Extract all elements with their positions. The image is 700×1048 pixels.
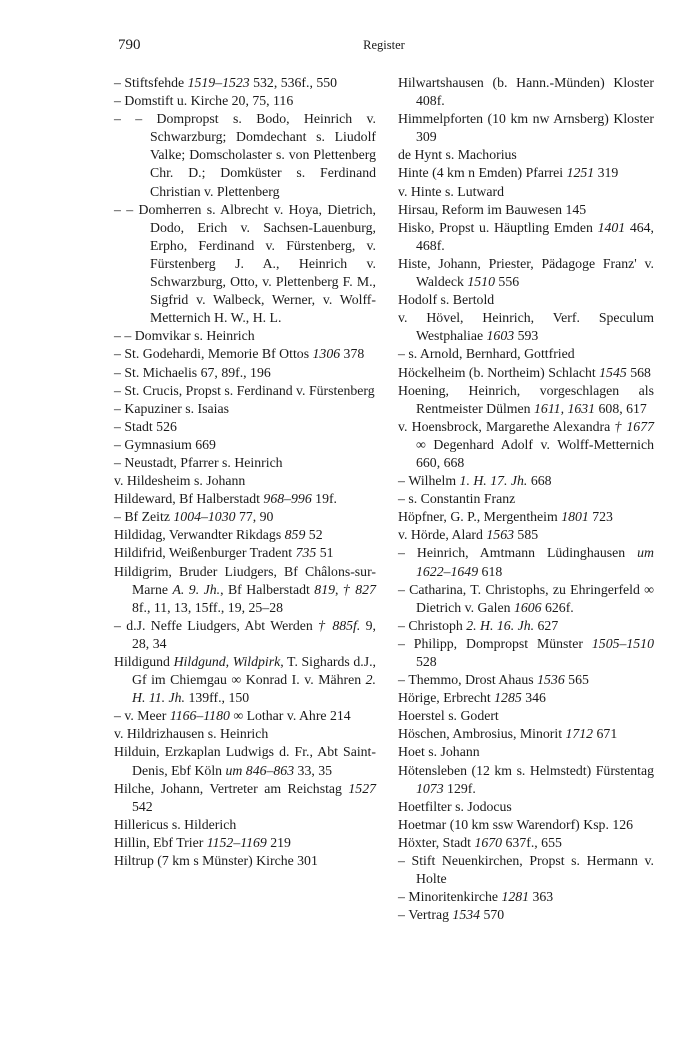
entry-date-italic: 1505–1510 <box>591 635 654 651</box>
entry-text: 378 <box>340 346 365 362</box>
register-entry <box>398 581 654 617</box>
entry-date-italic: 1166–1180 <box>169 708 230 724</box>
entry-text: Stadt 526 <box>124 418 177 434</box>
entry-text: v. Hörde, Alard <box>398 527 487 543</box>
register-entry <box>398 201 654 219</box>
entry-text: v. Hildesheim s. Johann <box>114 473 246 489</box>
entry-text: Domvikar s. Heinrich <box>134 328 255 344</box>
register-entry <box>398 671 654 689</box>
entry-text: Christoph <box>408 617 467 633</box>
entry-text: , T. Sighards d.J., Gf im Chiemgau ∞ Konrad I. v. Mähren <box>132 654 377 688</box>
entry-date-italic: 1281 <box>501 889 530 905</box>
register-entry <box>398 798 654 816</box>
sub-entry-dash: – <box>398 473 409 489</box>
entry-text: , <box>335 581 343 597</box>
entry-text: Hinte (4 km n Emden) Pfarrei <box>398 165 567 181</box>
entry-text: Themmo, Drost Ahaus <box>408 672 538 688</box>
register-entry <box>398 255 654 291</box>
entry-text: 556 <box>494 274 520 290</box>
entry-text: Hoetfilter s. Jodocus <box>398 798 512 814</box>
register-entry <box>398 364 654 382</box>
register-entry <box>398 508 654 526</box>
entry-date-italic: 1152–1169 <box>206 834 267 850</box>
entry-date-italic: A. 9. Jh. <box>172 581 221 597</box>
entry-text: Neustadt, Pfarrer s. Heinrich <box>124 454 283 470</box>
entry-text: s. Constantin Franz <box>408 491 516 507</box>
entry-text: Hildeward, Bf Halberstadt <box>114 491 264 507</box>
entry-text: Hillin, Ebf Trier <box>114 834 207 850</box>
entry-date-italic: 1510 <box>467 274 495 290</box>
entry-text: Bf Zeitz <box>124 509 174 525</box>
register-entry <box>398 689 654 707</box>
entry-text: Minoritenkirche <box>408 889 502 905</box>
entry-date-italic: 819 <box>314 581 335 597</box>
sub-entry-dash: – <box>114 436 125 452</box>
register-entry <box>114 364 376 382</box>
sub-entry-dash: – <box>398 672 409 688</box>
entry-text: v. Meer <box>124 708 170 724</box>
register-entry <box>114 472 376 490</box>
register-entry <box>398 852 654 888</box>
sub-entry-dash: – <box>398 635 414 651</box>
register-entry <box>114 92 376 110</box>
entry-text: 618 <box>478 563 503 579</box>
entry-text: Himmelpforten (10 km nw Arnsberg) Kloster 309 <box>398 111 654 145</box>
entry-text: Histe, Johann, Priester, Pädagoge Franz' v. Waldeck <box>398 255 654 290</box>
entry-text: 346 <box>521 690 546 706</box>
entry-date-italic: † 1677 <box>614 418 654 434</box>
register-entry <box>114 707 376 725</box>
register-entry <box>114 852 376 870</box>
register-entry <box>114 418 376 436</box>
entry-text: Domherren s. Albrecht v. Hoya, Dietrich, Dodo, Erich v. Sachsen-Lauenburg, Erpho, Ferdinand v. Fürstenberg, v. Fürstenberg J. A., Heinrich v. Schwarzburg, Otto, v. Plettenberg F. M., Sigfrid v. Walbeck, Werner, v. Wolff-Metternich H. W., H. L. <box>138 201 376 326</box>
register-entry <box>114 725 376 743</box>
register-entry <box>398 707 654 725</box>
register-entry <box>398 617 654 635</box>
sub-entry-dash: – <box>114 93 125 109</box>
entry-text: ∞ Degenhard Adolf v. Wolff-Metternich 660, 668 <box>416 436 654 470</box>
entry-text: Hodolf s. Bertold <box>398 292 495 308</box>
register-entry <box>398 74 654 110</box>
entry-text: 129f. <box>443 780 476 796</box>
entry-text: Höpfner, G. P., Mergentheim <box>398 509 562 525</box>
entry-date-italic: 2. H. 16. Jh. <box>466 617 535 633</box>
register-entry <box>398 146 654 164</box>
sub-entry-dash: – – <box>114 111 157 127</box>
sub-entry-dash: – <box>398 889 409 905</box>
entry-text: 77, 90 <box>235 509 274 525</box>
register-entry <box>398 526 654 544</box>
entry-text: 668 <box>527 473 552 489</box>
sub-entry-dash: – – <box>114 201 139 217</box>
entry-text: Hillericus s. Hilderich <box>114 816 237 832</box>
register-entry <box>114 454 376 472</box>
entry-text: Catharina, T. Christophs, zu Ehringerfeld ∞ Dietrich v. Galen <box>409 581 654 615</box>
register-entry <box>114 201 376 328</box>
register-entry <box>114 400 376 418</box>
entry-text: v. Hövel, Heinrich, Verf. Speculum Westphaliae <box>398 310 654 344</box>
register-entry <box>114 544 376 562</box>
entry-date-italic: 1606 <box>513 599 542 615</box>
register-entry <box>398 164 654 182</box>
entry-text: 9, 28, 34 <box>132 617 377 651</box>
entry-text: St. Michaelis 67, 89f., 196 <box>124 364 271 380</box>
entry-text: Höschen, Ambrosius, Minorit <box>398 726 566 742</box>
entry-text: 626f. <box>541 599 574 615</box>
sub-entry-dash: – <box>398 907 409 923</box>
entry-text: Hiltrup (7 km s Münster) Kirche 301 <box>114 853 318 869</box>
register-entry <box>114 743 376 779</box>
register-entry <box>114 653 376 707</box>
sub-entry-dash: – <box>114 400 125 416</box>
entry-text: Hirsau, Reform im Bauwesen 145 <box>398 201 587 217</box>
entry-date-italic: 1004–1030 <box>173 509 236 525</box>
entry-date-italic: † 885f. <box>318 617 361 633</box>
entry-text: 723 <box>588 509 613 525</box>
entry-text: 593 <box>514 328 539 344</box>
sub-entry-dash: – <box>398 617 409 633</box>
entry-text: Hilwartshausen (b. Hann.-Münden) Kloster 408f. <box>398 75 654 109</box>
entry-text: Domstift u. Kirche 20, 75, 116 <box>124 93 294 109</box>
sub-entry-dash: – <box>114 75 125 90</box>
entry-date-italic: 1603 <box>486 328 515 344</box>
sub-entry-dash: – <box>114 509 125 525</box>
sub-entry-dash: – <box>114 364 125 380</box>
entry-date-italic: 1519–1523 <box>187 75 250 90</box>
register-entry <box>398 418 654 472</box>
entry-text: St. Crucis, Propst s. Ferdinand v. Fürstenberg <box>124 382 375 398</box>
register-entry <box>114 345 376 363</box>
entry-text: 19f. <box>311 491 338 507</box>
entry-text: d.J. Neffe Liudgers, Abt Werden <box>126 617 319 633</box>
entry-text: Hoerstel s. Godert <box>398 708 499 724</box>
entry-text: Hildifrid, Weißenburger Tradent <box>114 545 296 561</box>
entry-text: Stiftsfehde <box>124 75 188 90</box>
entry-text: Hildigrim, Bruder Liudgers, Bf Châlons-sur-Marne <box>114 563 376 597</box>
entry-text: v. Hinte s. Lutward <box>398 183 505 199</box>
entry-text: Kapuziner s. Isaias <box>124 400 229 416</box>
entry-text: Hildidag, Verwandter Rikdags <box>114 527 285 543</box>
entry-text: 51 <box>316 545 334 561</box>
entry-text: Dompropst s. Bodo, Heinrich v. Schwarzburg; Domdechant s. Liudolf Valke; Domscholaster s. von Plettenberg Chr. D.; Domküster s. Ferdinand Christian v. Plettenberg <box>150 111 376 199</box>
entry-text: Hildigund <box>114 654 174 669</box>
entry-date-italic: 1712 <box>565 726 594 742</box>
register-entry <box>398 635 654 671</box>
entry-text: Wilhelm <box>408 473 460 489</box>
sub-entry-dash: – <box>114 617 127 633</box>
sub-entry-dash: – <box>398 853 412 869</box>
sub-entry-dash: – <box>114 382 125 398</box>
entry-text: St. Godehardi, Memorie Bf Ottos <box>124 346 313 362</box>
entry-date-italic: 1670 <box>474 834 503 850</box>
entry-date-italic: 1251 <box>566 165 595 181</box>
sub-entry-dash: – <box>398 491 409 507</box>
sub-entry-dash: – <box>398 581 410 597</box>
entry-date-italic: 2. H. 11. Jh. <box>132 672 376 706</box>
entry-text: v. Hildrizhausen s. Heinrich <box>114 726 269 742</box>
register-entry <box>114 508 376 526</box>
sub-entry-dash: – <box>398 545 417 561</box>
register-column-left <box>114 74 376 870</box>
entry-text: s. Arnold, Bernhard, Gottfried <box>408 346 575 362</box>
entry-text: 363 <box>529 889 554 905</box>
register-entry <box>398 762 654 798</box>
register-entry <box>398 888 654 906</box>
entry-text: 8f., 11, 13, 15ff., 19, 25–28 <box>132 599 283 615</box>
entry-date-italic: 1801 <box>561 509 589 525</box>
entry-date-italic: 1306 <box>312 346 341 362</box>
entry-date-italic: Hildgund, Wildpirk <box>173 654 281 669</box>
entry-text: Hisko, Propst u. Häuptling Emden <box>398 219 598 235</box>
register-entry <box>114 563 376 617</box>
register-entry <box>114 327 376 345</box>
register-entry <box>114 110 376 200</box>
entry-text: Hoetmar (10 km ssw Warendorf) Ksp. 126 <box>398 816 634 832</box>
register-entry <box>114 382 376 400</box>
entry-date-italic: 1611, 1631 <box>534 400 596 416</box>
register-entry <box>398 472 654 490</box>
sub-entry-dash: – – <box>114 328 135 344</box>
register-entry <box>398 743 654 761</box>
entry-text: Hötensleben (12 km s. Helmstedt) Fürstentag <box>398 762 654 778</box>
entry-date-italic: um 1622–1649 <box>416 545 654 579</box>
entry-date-italic: 1545 <box>599 364 627 380</box>
register-entry <box>114 834 376 852</box>
entry-text: 542 <box>132 798 153 814</box>
page-header <box>118 37 650 57</box>
entry-text: 570 <box>480 907 505 923</box>
entry-date-italic: † 827 <box>342 581 376 597</box>
entry-text: 532, 536f., 550 <box>249 75 338 90</box>
register-entry <box>114 617 376 653</box>
register-entry <box>398 544 654 580</box>
entry-date-italic: 1073 <box>416 780 444 796</box>
entry-date-italic: 1401 <box>597 219 626 235</box>
register-entry <box>398 382 654 418</box>
register-entry <box>398 816 654 834</box>
entry-text: Hilche, Johann, Vertreter am Reichstag <box>114 780 349 796</box>
entry-text: ∞ Lothar v. Ahre 214 <box>229 708 351 724</box>
sub-entry-dash: – <box>114 418 125 434</box>
entry-text: 608, 617 <box>595 400 647 416</box>
entry-date-italic: 1285 <box>494 690 522 706</box>
register-entry <box>398 183 654 201</box>
running-title: Register <box>363 38 405 52</box>
entry-text: 219 <box>266 834 291 850</box>
entry-text: 139ff., 150 <box>185 690 250 706</box>
register-entry <box>398 345 654 363</box>
register-entry <box>398 110 654 146</box>
entry-text: 33, 35 <box>294 762 333 778</box>
entry-text: 568 <box>626 364 651 380</box>
register-column-right <box>398 74 654 924</box>
register-entry <box>398 291 654 309</box>
sub-entry-dash: – <box>114 346 125 362</box>
entry-date-italic: 1. H. 17. Jh. <box>459 473 528 489</box>
entry-date-italic: 735 <box>295 545 317 561</box>
register-entry <box>114 526 376 544</box>
entry-text: 627 <box>534 617 559 633</box>
sub-entry-dash: – <box>114 708 125 724</box>
entry-date-italic: um 846–863 <box>225 762 295 778</box>
entry-text: Philipp, Dompropst Münster <box>413 635 592 651</box>
entry-text: 464, 468f. <box>416 219 654 253</box>
entry-date-italic: 1563 <box>486 527 514 543</box>
entry-date-italic: 1534 <box>452 907 481 923</box>
entry-text: Hilduin, Erzkaplan Ludwigs d. Fr., Abt Saint-Denis, Ebf Köln <box>114 744 376 778</box>
register-entry <box>398 725 654 743</box>
entry-text: 565 <box>564 672 589 688</box>
register-entry <box>398 219 654 255</box>
entry-text: Vertrag <box>408 907 453 923</box>
entry-text: 637f., 655 <box>502 834 562 850</box>
register-entry <box>114 74 376 92</box>
register-entry <box>114 490 376 508</box>
sub-entry-dash: – <box>114 454 125 470</box>
register-entry <box>398 309 654 345</box>
register-entry <box>114 436 376 454</box>
entry-text: 52 <box>305 527 323 543</box>
entry-date-italic: 968–996 <box>263 491 312 507</box>
entry-text: 585 <box>513 527 539 543</box>
entry-text: Gymnasium 669 <box>124 436 216 452</box>
entry-text: Höckelheim (b. Northeim) Schlacht <box>398 364 600 380</box>
entry-text: 671 <box>593 726 618 742</box>
entry-text: v. Hoensbrock, Margarethe Alexandra <box>398 418 615 434</box>
entry-text: de Hynt s. Machorius <box>398 147 517 163</box>
page-number: 790 <box>118 37 141 53</box>
sub-entry-dash: – <box>398 346 409 362</box>
entry-date-italic: 859 <box>284 527 306 543</box>
entry-text: Hoet s. Johann <box>398 744 480 760</box>
entry-text: Höxter, Stadt <box>398 834 475 850</box>
entry-text: 319 <box>594 165 619 181</box>
entry-date-italic: 1527 <box>348 780 376 796</box>
entry-text: Stift Neuenkirchen, Propst s. Hermann v. Holte <box>411 853 654 887</box>
register-entry <box>398 490 654 508</box>
register-entry <box>114 780 376 816</box>
entry-text: 528 <box>416 654 437 669</box>
register-entry <box>398 834 654 852</box>
entry-text: Hörige, Erbrecht <box>398 690 495 706</box>
entry-text: , Bf Halberstadt <box>220 581 315 597</box>
register-entry <box>114 816 376 834</box>
entry-text: Hoening, Heinrich, vorgeschlagen als Rentmeister Dülmen <box>398 382 654 416</box>
register-entry <box>398 906 654 924</box>
entry-date-italic: 1536 <box>537 672 565 688</box>
entry-text: Heinrich, Amtmann Lüdinghausen <box>416 545 638 561</box>
